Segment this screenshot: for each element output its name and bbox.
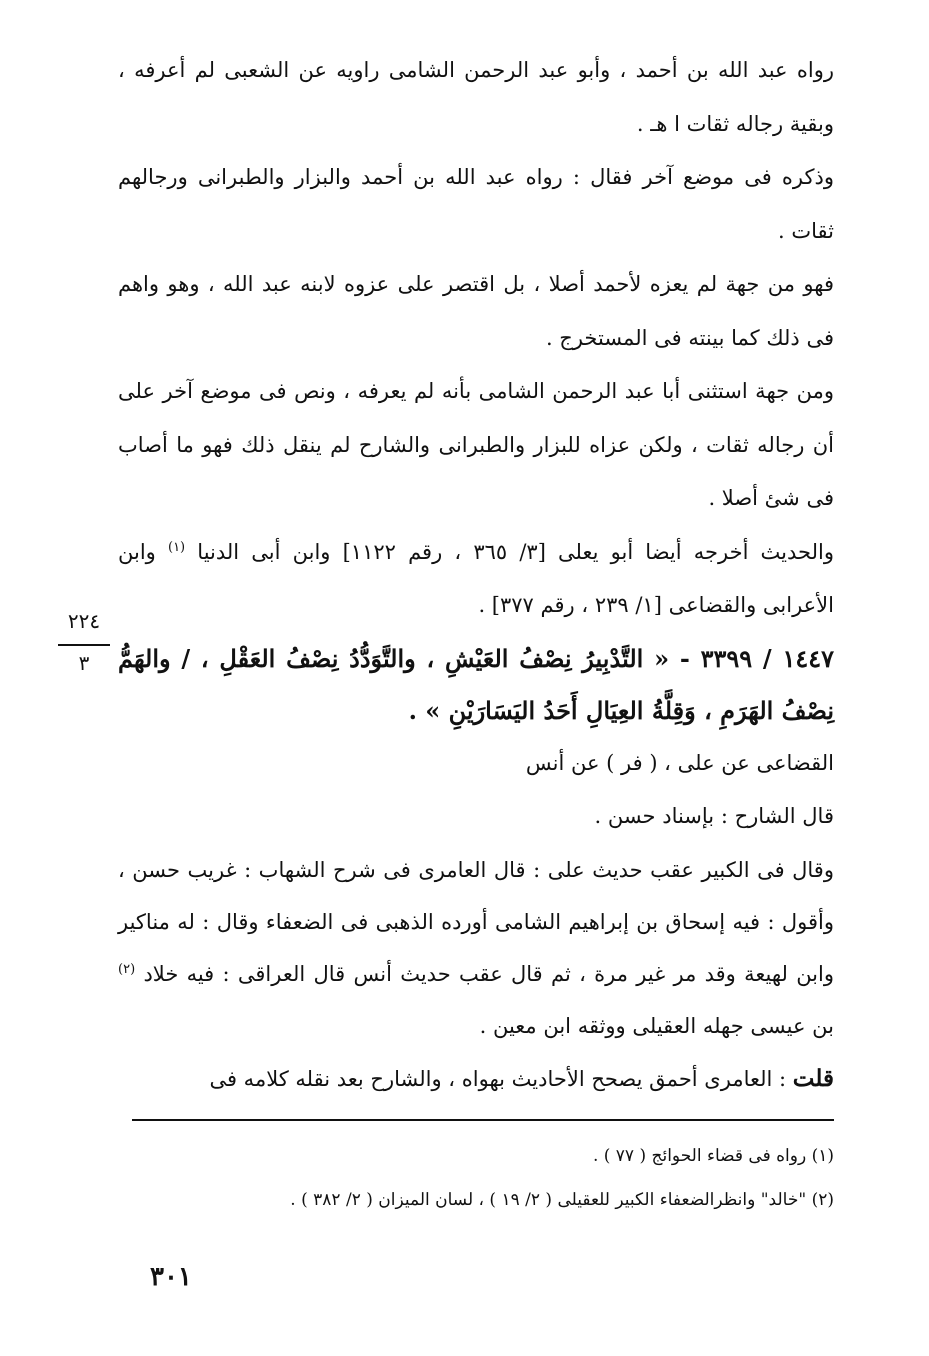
hadith-source: القضاعى عن على ، ( فر ) عن أنس (525, 750, 834, 775)
page-number: ٣٠١ (150, 1262, 192, 1292)
footnotes (150, 1134, 834, 1222)
paragraph-5-text-b: وابن الأعرابى والقضاعى [١/ ٢٣٩ ، رقم ٣٧٧] . (118, 539, 834, 617)
paragraph-4: ومن جهة استثنى أبا عبد الرحمن الشامى بأنه لم يعرفه ، ونص فى موضع آخر على أن رجاله ثقات ، ولكن عزاه للبزار والطبرانى والشارح لم ينقل ذلك فهو ما أصاب فى شئ أصلا . (118, 379, 834, 510)
paragraph-9 (118, 1052, 834, 1107)
paragraph-9-lead: قلت (792, 1064, 834, 1092)
paragraph-1: رواه عبد الله بن أحمد ، وأبو عبد الرحمن الشامى راويه عن الشعبى لم أعرفه ، وبقية رجاله ثقات ا هـ . (118, 58, 834, 136)
sharih-statement: قال الشارح : بإسناد حسن . (594, 804, 834, 828)
paragraph-2: وذكره فى موضع آخر فقال : رواه عبد الله بن أحمد والبزار والطبرانى ورجالهم ثقات . (118, 165, 834, 243)
margin-ref-volume-page: ٢٢٤ (67, 609, 101, 633)
paragraph-3: فهو من جهة لم يعزه لأحمد أصلا ، بل اقتصر على عزوه لابنه عبد الله ، وهو واهم فى ذلك كما بينته فى المستخرج . (118, 272, 834, 350)
margin-page-reference (56, 608, 112, 676)
paragraph-5-text-a: والحديث أخرجه أيضا أبو يعلى [٣/ ٣٦٥ ، رقم ١١٢٢] وابن أبى الدنيا (197, 539, 834, 564)
paragraph-9-text: : العامرى أحمق يصحح الأحاديث بهواه ، والشارح بعد نقله كلامه فى (209, 1066, 787, 1091)
hadith-text: ١٤٤٧ / ٣٣٩٩ - « التَّدْبِيرُ نِصْفُ العَيْشِ ، والتَّوَدُّدُ نِصْفُ العَقْلِ ، / والهَمُّ نِصْفُ الهَرَمِ ، وَقِلَّةُ العِيَالِ أَحَدُ اليَسَارَيْنِ » . (118, 643, 834, 725)
footnote-ref-2: (٢) (118, 961, 136, 977)
paragraph-8-text-a: وقال فى الكبير عقب حديث على : قال العامرى فى شرح الشهاب : غريب حسن ، وأقول : فيه إسحاق بن إبراهيم الشامى أورده الذهبى فى الضعفاء وقال : له مناكير وابن لهيعة وقد مر غير مرة ، ثم قال عقب حديث أنس قال العراقى : فيه خلاد (118, 857, 834, 986)
footnote-2: (٢) "خالد" وانظرالضعفاء الكبير للعقيلى ( ٢/ ١٩ ) ، لسان الميزان ( ٢/ ٣٨٢ ) . (290, 1190, 834, 1210)
paragraph-8 (118, 844, 834, 1052)
margin-ref-divider (58, 644, 110, 646)
footnote-divider (132, 1119, 834, 1121)
footnote-1: (١) رواه فى قضاء الحوائج ( ٧٧ ) . (592, 1146, 834, 1166)
paragraph-5 (118, 526, 834, 633)
footnote-ref-1: (١) (167, 539, 186, 555)
margin-ref-part: ٣ (78, 651, 90, 675)
main-text (118, 44, 834, 1106)
paragraph-8-text-b: بن عيسى جهله العقيلى ووثقه ابن معين . (479, 1013, 834, 1038)
